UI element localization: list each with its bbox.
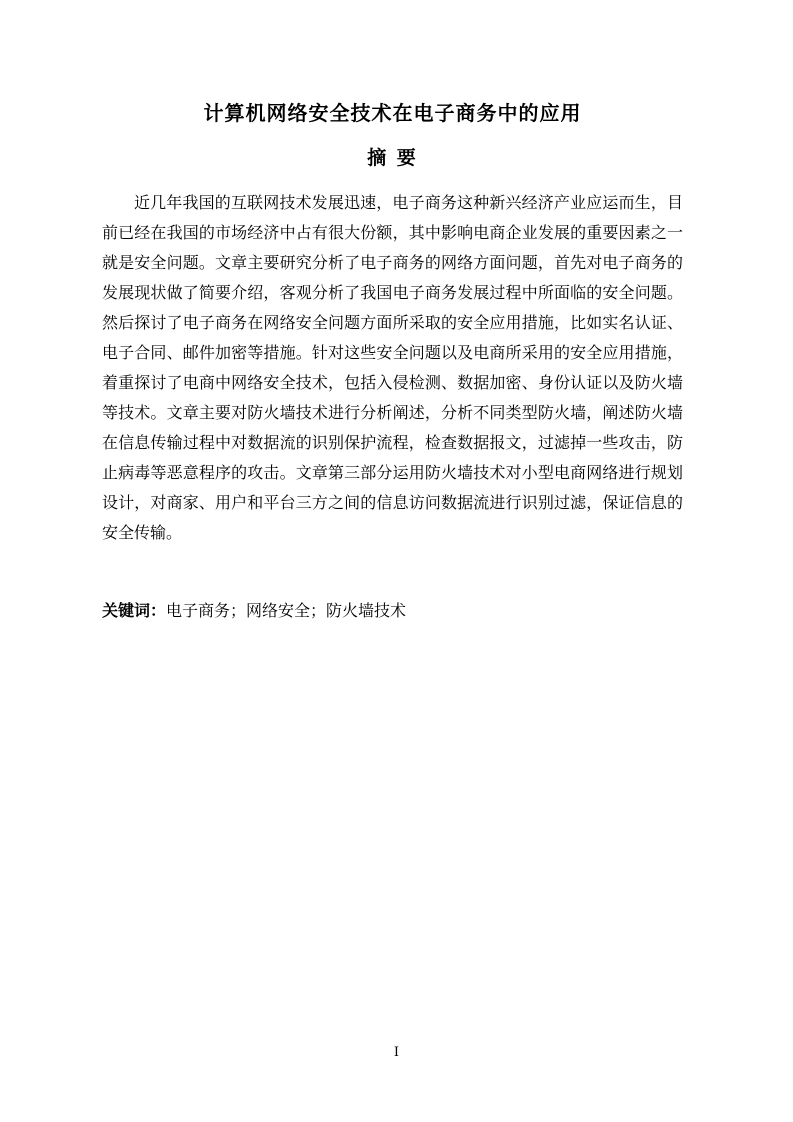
page-title: 计算机网络安全技术在电子商务中的应用 — [203, 101, 582, 125]
abstract-paragraph: 近几年我国的互联网技术发展迅速，电子商务这种新兴经济产业应运而生，目前已经在我国的市场经济中占有很大份额，其中影响电商企业发展的重要因素之一就是安全问题。文章主要研究分析了电子商务的网络方面问题，首先对电子商务的发展现状做了简要介绍，客观分析了我国电子商务发展过程中所面临的安全问题。然后探讨了电子商务在网络安全问题方面所采取的安全应用措施，比如实名认证、电子合同、邮件加密等措施。针对这些安全问题以及电商所采用的安全应用措施，着重探讨了电商中网络安全技术，包括入侵检测、数据加密、身份认证以及防火墙等技术。文章主要对防火墙技术进行分析阐述，分析不同类型防火墙，阐述防火墙在信息传输过程中对数据流的识别保护流程，检查数据报文，过滤掉一些攻击，防止病毒等恶意程序的攻击。文章第三部分运用防火墙技术对小型电商网络进行规划设计，对商家、用户和平台三方之间的信息访问数据流进行识别过滤，保证信息的安全传输。 — [102, 193, 683, 542]
abstract-heading: 摘 要 — [367, 147, 418, 169]
keywords-label: 关键词： — [102, 601, 167, 620]
keywords-text: 电子商务；网络安全；防火墙技术 — [166, 601, 407, 620]
keywords-line — [102, 596, 683, 626]
page-number: I — [393, 1045, 400, 1060]
